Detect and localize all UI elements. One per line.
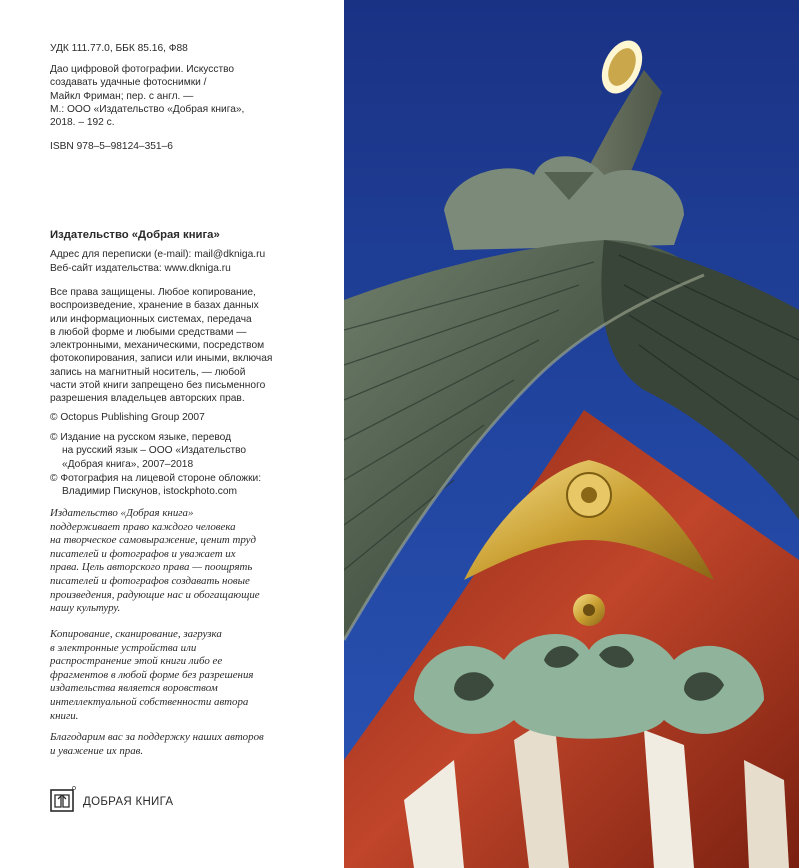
- statement-paragraph-2: Копирование, сканирование, загрузка в электронные устройства или распространение этой книги либо ее фрагментов в любой форме без разрешения издательства является воровством интеллектуальной собственности автора книги.: [50, 628, 254, 722]
- copyright-cover-photo: © Фотография на лицевой стороне обложки: Владимир Пискунов, istockphoto.com: [50, 473, 262, 498]
- bibliographic-description: Дао цифровой фотографии. Искусство создавать удачные фотоснимки / Майкл Фриман; пер. с англ. — М.: ООО «Издательство «Добрая книга», 2018. – 192 с.: [50, 64, 245, 129]
- logo-text: ДОБРАЯ КНИГА: [83, 796, 174, 808]
- publisher-email: Адрес для переписки (e-mail): mail@dkniga.ru: [50, 249, 266, 260]
- imprint-page: [0, 0, 344, 868]
- temple-roof-eave-photo: [344, 0, 799, 868]
- publisher-name: Издательство «Добрая книга»: [50, 229, 220, 241]
- publisher-website: Веб-сайт издательства: www.dkniga.ru: [50, 263, 231, 274]
- book-logo-icon: [50, 785, 76, 813]
- copyright-russian-edition: © Издание на русском языке, перевод на русский язык – ООО «Издательство «Добрая книга», 2007–2018: [50, 432, 247, 470]
- rights-notice: Все права защищены. Любое копирование, воспроизведение, хранение в базах данных или информационных системах, передача в любой форме и любыми средствами — электронными, механическими, посредством фотокопирования, записи или иными, включая запись на магнитный носитель, — любой части этой книги запрещено без письменного разрешения владельцев авторских прав.: [50, 287, 273, 405]
- statement-paragraph-1: Издательство «Добрая книга» поддерживает право каждого человека на творческое самовыражение, ценит труд писателей и фотографов и уважает их права. Цель авторского права — поощрять писателей и фотографов создавать новые произведения, радующие нас и обогащающие нашу культуру.: [50, 507, 260, 615]
- udk-line: УДК 111.77.0, ББК 85.16, Ф88: [50, 43, 188, 54]
- isbn-line: ISBN 978–5–98124–351–6: [50, 141, 173, 152]
- statement-paragraph-3: Благодарим вас за поддержку наших авторов и уважение их прав.: [50, 731, 264, 757]
- copyright-octopus: © Octopus Publishing Group 2007: [50, 412, 205, 423]
- publisher-logo: [50, 785, 173, 813]
